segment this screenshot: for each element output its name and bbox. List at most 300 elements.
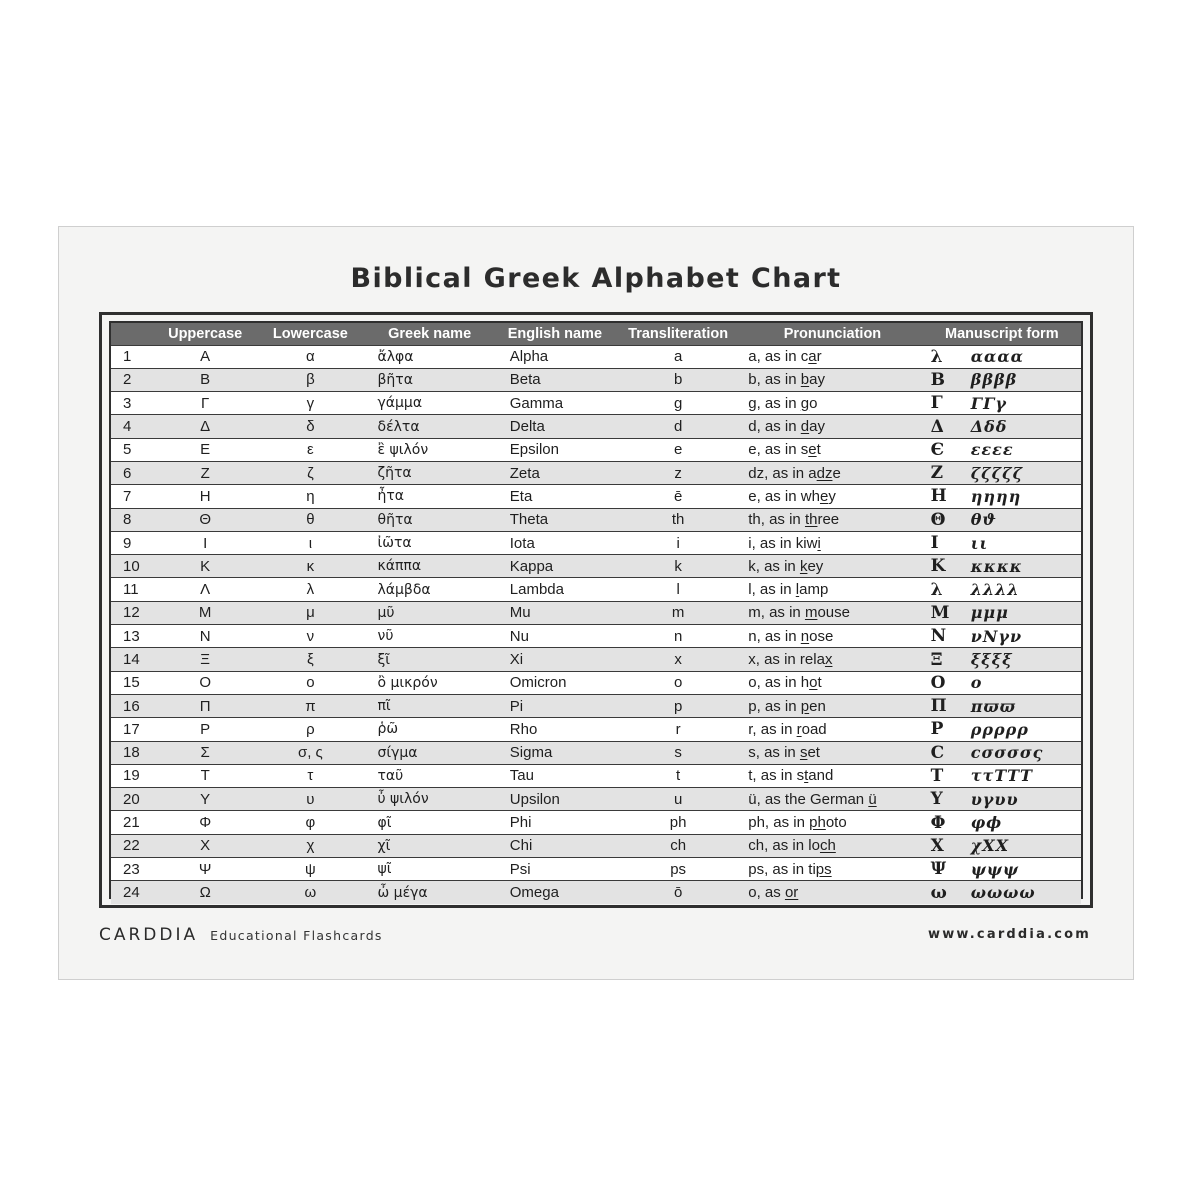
pronunciation-highlight: r (796, 720, 802, 738)
manuscript-forms: ηηηη (971, 485, 1081, 508)
lowercase-letter: λ (257, 578, 363, 601)
manuscript-forms: ρρρρρ (971, 718, 1081, 741)
greek-name: πῖ (364, 694, 496, 717)
pronunciation (742, 531, 922, 554)
transliteration: z (614, 461, 742, 484)
pronunciation (742, 881, 922, 904)
manuscript-forms: φϕ (971, 811, 1081, 834)
pronunciation-text: and (808, 767, 834, 785)
manuscript-uppercase: Γ (923, 392, 971, 415)
pronunciation (742, 438, 922, 461)
english-name: Chi (496, 834, 614, 857)
pronunciation-text: amp (799, 581, 829, 599)
pronunciation-text: n, as in (748, 627, 801, 645)
english-name: Pi (496, 694, 614, 717)
table-row (111, 392, 1081, 415)
transliteration: a (614, 345, 742, 368)
table-row (111, 508, 1081, 531)
table-row (111, 345, 1081, 368)
pronunciation-text: l, as in (748, 581, 796, 599)
english-name: Omicron (496, 671, 614, 694)
transliteration: th (614, 508, 742, 531)
greek-name: ἰῶτα (364, 531, 496, 554)
lowercase-letter: β (257, 368, 363, 391)
pronunciation-highlight: i (817, 534, 821, 552)
manuscript-uppercase: Η (923, 485, 971, 508)
lowercase-letter: ψ (257, 858, 363, 881)
manuscript-uppercase: Ν (923, 625, 971, 648)
greek-name: ῥῶ (364, 718, 496, 741)
pronunciation (742, 625, 922, 648)
transliteration: m (614, 601, 742, 624)
pronunciation-text: t (816, 441, 821, 459)
pronunciation-text: o, as in h (748, 674, 810, 692)
pronunciation (742, 858, 922, 881)
manuscript-forms: εεεε (971, 438, 1081, 461)
manuscript-forms: ο (971, 671, 1081, 694)
transliteration: ch (614, 834, 742, 857)
pronunciation (742, 578, 922, 601)
pronunciation-text: p, as in (748, 697, 801, 715)
uppercase-letter: Ψ (153, 858, 257, 881)
transliteration: p (614, 694, 742, 717)
lowercase-letter: δ (257, 415, 363, 438)
lowercase-letter: φ (257, 811, 363, 834)
manuscript-forms: ζζζζζ (971, 461, 1081, 484)
pronunciation-text: ch, as in lo (748, 837, 820, 855)
greek-name: βῆτα (364, 368, 496, 391)
transliteration: o (614, 671, 742, 694)
greek-name: γάμμα (364, 392, 496, 415)
lowercase-letter: ν (257, 625, 363, 648)
lowercase-letter: γ (257, 392, 363, 415)
pronunciation-text: m, as in (748, 604, 805, 622)
uppercase-letter: Η (153, 485, 257, 508)
table-row (111, 368, 1081, 391)
greek-name: φῖ (364, 811, 496, 834)
manuscript-uppercase: Ξ (923, 648, 971, 671)
table-row (111, 578, 1081, 601)
manuscript-forms: ξξξξ (971, 648, 1081, 671)
manuscript-uppercase: Π (923, 694, 971, 717)
table-inner-frame (109, 321, 1083, 903)
manuscript-forms: cσσσσς (971, 741, 1081, 764)
pronunciation-text: ay (809, 418, 825, 436)
greek-name: ψῖ (364, 858, 496, 881)
manuscript-uppercase: Ρ (923, 718, 971, 741)
pronunciation-highlight: p (800, 697, 810, 715)
lowercase-letter: ω (257, 881, 363, 904)
pronunciation (742, 392, 922, 415)
manuscript-forms: ττΤΤΤ (971, 764, 1081, 787)
pronunciation-text: k, as in (748, 557, 800, 575)
table-row (111, 531, 1081, 554)
greek-name: ἦτα (364, 485, 496, 508)
manuscript-forms: μμμ (971, 601, 1081, 624)
uppercase-letter: Γ (153, 392, 257, 415)
transliteration: l (614, 578, 742, 601)
table-row (111, 788, 1081, 811)
pronunciation-text: oto (825, 814, 847, 832)
lowercase-letter: ο (257, 671, 363, 694)
header-pronunciation: Pronunciation (783, 325, 882, 342)
row-number: 21 (111, 811, 153, 834)
english-name: Eta (496, 485, 614, 508)
greek-name: δέλτα (364, 415, 496, 438)
english-name: Kappa (496, 555, 614, 578)
uppercase-letter: Λ (153, 578, 257, 601)
pronunciation-text: ose (809, 627, 834, 645)
table-row (111, 671, 1081, 694)
english-name: Lambda (496, 578, 614, 601)
row-number: 6 (111, 461, 153, 484)
transliteration: t (614, 764, 742, 787)
english-name: Rho (496, 718, 614, 741)
table-row (111, 858, 1081, 881)
manuscript-forms: ββββ (971, 368, 1081, 391)
english-name: Zeta (496, 461, 614, 484)
row-number: 3 (111, 392, 153, 415)
table-row (111, 438, 1081, 461)
lowercase-letter: ζ (257, 461, 363, 484)
manuscript-uppercase: Ψ (923, 858, 971, 881)
uppercase-letter: Ρ (153, 718, 257, 741)
alphabet-table (111, 323, 1081, 904)
pronunciation-highlight: n (800, 627, 810, 645)
english-name: Delta (496, 415, 614, 438)
manuscript-uppercase: Ζ (923, 461, 971, 484)
lowercase-letter: π (257, 694, 363, 717)
uppercase-letter: Ν (153, 625, 257, 648)
transliteration: ē (614, 485, 742, 508)
manuscript-uppercase: ω (923, 881, 971, 904)
transliteration: r (614, 718, 742, 741)
manuscript-forms: νΝγν (971, 625, 1081, 648)
manuscript-uppercase: Δ (923, 415, 971, 438)
lowercase-letter: θ (257, 508, 363, 531)
row-number: 4 (111, 415, 153, 438)
lowercase-letter: η (257, 485, 363, 508)
pronunciation-highlight: e (819, 487, 829, 505)
pronunciation (742, 648, 922, 671)
transliteration: u (614, 788, 742, 811)
row-number: 8 (111, 508, 153, 531)
pronunciation-highlight: b (800, 371, 810, 389)
table-row (111, 834, 1081, 857)
brand-logo: CARDDIA (99, 925, 199, 945)
row-number: 15 (111, 671, 153, 694)
pronunciation-highlight: e (808, 441, 817, 459)
uppercase-letter: Π (153, 694, 257, 717)
pronunciation (742, 834, 922, 857)
row-number: 16 (111, 694, 153, 717)
table-row (111, 601, 1081, 624)
pronunciation-text: ps, as in ti (748, 860, 816, 878)
row-number: 11 (111, 578, 153, 601)
lowercase-letter: ι (257, 531, 363, 554)
table-row (111, 625, 1081, 648)
manuscript-forms: ιι (971, 531, 1081, 554)
manuscript-uppercase: Β (923, 368, 971, 391)
alphabet-chart-card (58, 226, 1134, 980)
pronunciation-text: r, as in (748, 720, 797, 738)
manuscript-uppercase: Φ (923, 811, 971, 834)
uppercase-letter: Ι (153, 531, 257, 554)
header-num (111, 323, 153, 345)
pronunciation (742, 741, 922, 764)
pronunciation-highlight: m (804, 604, 818, 622)
uppercase-letter: Κ (153, 555, 257, 578)
pronunciation-text: g, as in (748, 394, 801, 412)
row-number: 12 (111, 601, 153, 624)
header-english-name: English name (507, 325, 603, 342)
pronunciation-highlight: ps (815, 860, 832, 878)
table-row (111, 461, 1081, 484)
greek-name: ὖ ψιλόν (364, 788, 496, 811)
english-name: Iota (496, 531, 614, 554)
pronunciation-text: r (816, 348, 822, 366)
greek-name: ταῦ (364, 764, 496, 787)
greek-name: ἄλφα (364, 345, 496, 368)
english-name: Nu (496, 625, 614, 648)
manuscript-forms: ΓΓγ (971, 392, 1081, 415)
manuscript-uppercase: λ (923, 345, 971, 368)
transliteration: ps (614, 858, 742, 881)
uppercase-letter: Ο (153, 671, 257, 694)
manuscript-uppercase: Ο (923, 671, 971, 694)
pronunciation (742, 345, 922, 368)
greek-name: λάμβδα (364, 578, 496, 601)
lowercase-letter: χ (257, 834, 363, 857)
greek-name: σίγμα (364, 741, 496, 764)
uppercase-letter: Χ (153, 834, 257, 857)
table-row (111, 555, 1081, 578)
manuscript-forms: Δδδ (971, 415, 1081, 438)
table-row (111, 741, 1081, 764)
row-number: 17 (111, 718, 153, 741)
website-link[interactable]: www.carddia.com (928, 927, 1091, 942)
manuscript-forms: κκκκ (971, 555, 1081, 578)
greek-name: ὂ μικρόν (364, 671, 496, 694)
table-row (111, 485, 1081, 508)
manuscript-forms: ψψψ (971, 858, 1081, 881)
pronunciation-text: t (817, 674, 822, 692)
row-number: 5 (111, 438, 153, 461)
english-name: Xi (496, 648, 614, 671)
pronunciation (742, 368, 922, 391)
pronunciation (742, 485, 922, 508)
greek-name: ξῖ (364, 648, 496, 671)
transliteration: n (614, 625, 742, 648)
manuscript-forms: αααα (971, 345, 1081, 368)
pronunciation-text: oad (801, 720, 827, 738)
uppercase-letter: Σ (153, 741, 257, 764)
pronunciation-text: e, as in wh (748, 487, 820, 505)
uppercase-letter: Ξ (153, 648, 257, 671)
brand-tagline: Educational Flashcards (210, 928, 383, 943)
pronunciation-highlight: d (800, 418, 810, 436)
manuscript-uppercase: λ (923, 578, 971, 601)
pronunciation-highlight: ü (868, 790, 877, 808)
lowercase-letter: σ, ς (257, 741, 363, 764)
greek-name: χῖ (364, 834, 496, 857)
english-name: Omega (496, 881, 614, 904)
pronunciation-text: dz, as in a (748, 464, 817, 482)
pronunciation-text: th, as in (748, 511, 805, 529)
chart-title: Biblical Greek Alphabet Chart (350, 263, 842, 294)
pronunciation-text: en (809, 697, 826, 715)
pronunciation-text: y (828, 487, 836, 505)
pronunciation-text: ouse (817, 604, 850, 622)
uppercase-letter: Ω (153, 881, 257, 904)
table-frame (99, 312, 1093, 908)
pronunciation-text: x, as in rela (748, 651, 825, 668)
pronunciation (742, 461, 922, 484)
lowercase-letter: α (257, 345, 363, 368)
table-row (111, 648, 1081, 671)
english-name: Sigma (496, 741, 614, 764)
lowercase-letter: ρ (257, 718, 363, 741)
pronunciation-text: e (832, 464, 841, 482)
uppercase-letter: Φ (153, 811, 257, 834)
english-name: Alpha (496, 345, 614, 368)
row-number: 24 (111, 881, 153, 904)
table-header-row (111, 323, 1081, 345)
transliteration: ph (614, 811, 742, 834)
manuscript-forms: χΧΧ (971, 834, 1081, 857)
pronunciation-text: s, as in (748, 744, 800, 762)
pronunciation-text: ree (817, 511, 840, 529)
pronunciation (742, 508, 922, 531)
row-number: 13 (111, 625, 153, 648)
pronunciation-highlight: o (809, 674, 818, 692)
pronunciation-text: o, as (748, 884, 785, 902)
english-name: Psi (496, 858, 614, 881)
header-uppercase: Uppercase (168, 325, 243, 342)
english-name: Phi (496, 811, 614, 834)
transliteration: b (614, 368, 742, 391)
lowercase-letter: μ (257, 601, 363, 624)
greek-name: ἒ ψιλόν (364, 438, 496, 461)
manuscript-uppercase: Μ (923, 601, 971, 624)
manuscript-uppercase: Χ (923, 834, 971, 857)
greek-name: θῆτα (364, 508, 496, 531)
pronunciation (742, 555, 922, 578)
pronunciation (742, 694, 922, 717)
transliteration: k (614, 555, 742, 578)
pronunciation-highlight: dz (816, 464, 833, 482)
uppercase-letter: Α (153, 345, 257, 368)
transliteration: ō (614, 881, 742, 904)
manuscript-uppercase: C (923, 741, 971, 764)
manuscript-forms: υγυυ (971, 788, 1081, 811)
row-number: 10 (111, 555, 153, 578)
uppercase-letter: Μ (153, 601, 257, 624)
pronunciation-text: ay (809, 371, 825, 389)
pronunciation-text: b, as in (748, 371, 801, 389)
header-lowercase: Lowercase (272, 325, 348, 342)
header-transliteration: Transliteration (628, 325, 729, 342)
manuscript-forms: λλλλ (971, 578, 1081, 601)
uppercase-letter: Ζ (153, 461, 257, 484)
pronunciation-highlight: ph (809, 814, 826, 832)
row-number: 22 (111, 834, 153, 857)
english-name: Mu (496, 601, 614, 624)
english-name: Upsilon (496, 788, 614, 811)
english-name: Gamma (496, 392, 614, 415)
uppercase-letter: Β (153, 368, 257, 391)
table-row (111, 764, 1081, 787)
transliteration: i (614, 531, 742, 554)
pronunciation-highlight: th (804, 511, 818, 529)
uppercase-letter: Θ (153, 508, 257, 531)
english-name: Theta (496, 508, 614, 531)
manuscript-uppercase: Ι (923, 531, 971, 554)
uppercase-letter: Τ (153, 764, 257, 787)
manuscript-uppercase: Υ (923, 788, 971, 811)
pronunciation (742, 788, 922, 811)
pronunciation (742, 718, 922, 741)
pronunciation (742, 811, 922, 834)
table-row (111, 694, 1081, 717)
manuscript-uppercase: Є (923, 438, 971, 461)
pronunciation-text: et (807, 744, 820, 762)
uppercase-letter: Ε (153, 438, 257, 461)
uppercase-letter: Δ (153, 415, 257, 438)
pronunciation-highlight: k (799, 557, 808, 575)
manuscript-forms: θϑ (971, 508, 1081, 531)
greek-name: ὦ μέγα (364, 881, 496, 904)
lowercase-letter: κ (257, 555, 363, 578)
lowercase-letter: υ (257, 788, 363, 811)
transliteration: x (614, 648, 742, 671)
pronunciation-highlight: x (824, 651, 833, 668)
uppercase-letter: Υ (153, 788, 257, 811)
pronunciation (742, 764, 922, 787)
brand-block (99, 925, 383, 945)
pronunciation-text: ü, as the German (748, 790, 869, 808)
manuscript-uppercase: Τ (923, 764, 971, 787)
row-number: 19 (111, 764, 153, 787)
greek-name: νῦ (364, 625, 496, 648)
pronunciation-highlight: l (795, 581, 800, 599)
row-number: 20 (111, 788, 153, 811)
row-number: 9 (111, 531, 153, 554)
header-manuscript-form: Manuscript form (945, 325, 1059, 342)
pronunciation (742, 671, 922, 694)
pronunciation-highlight: ch (819, 837, 836, 855)
pronunciation-highlight: a (808, 348, 817, 366)
pronunciation (742, 601, 922, 624)
pronunciation-text: e, as in s (748, 441, 809, 459)
lowercase-letter: ε (257, 438, 363, 461)
pronunciation-text: ph, as in (748, 814, 810, 832)
greek-name: ζῆτα (364, 461, 496, 484)
transliteration: s (614, 741, 742, 764)
english-name: Beta (496, 368, 614, 391)
english-name: Epsilon (496, 438, 614, 461)
manuscript-uppercase: Θ (923, 508, 971, 531)
table-row (111, 881, 1081, 904)
english-name: Tau (496, 764, 614, 787)
row-number: 7 (111, 485, 153, 508)
row-number: 23 (111, 858, 153, 881)
manuscript-forms: ωωωω (971, 881, 1081, 904)
row-number: 1 (111, 345, 153, 368)
pronunciation-text: o (809, 394, 818, 412)
transliteration: g (614, 392, 742, 415)
lowercase-letter: τ (257, 764, 363, 787)
